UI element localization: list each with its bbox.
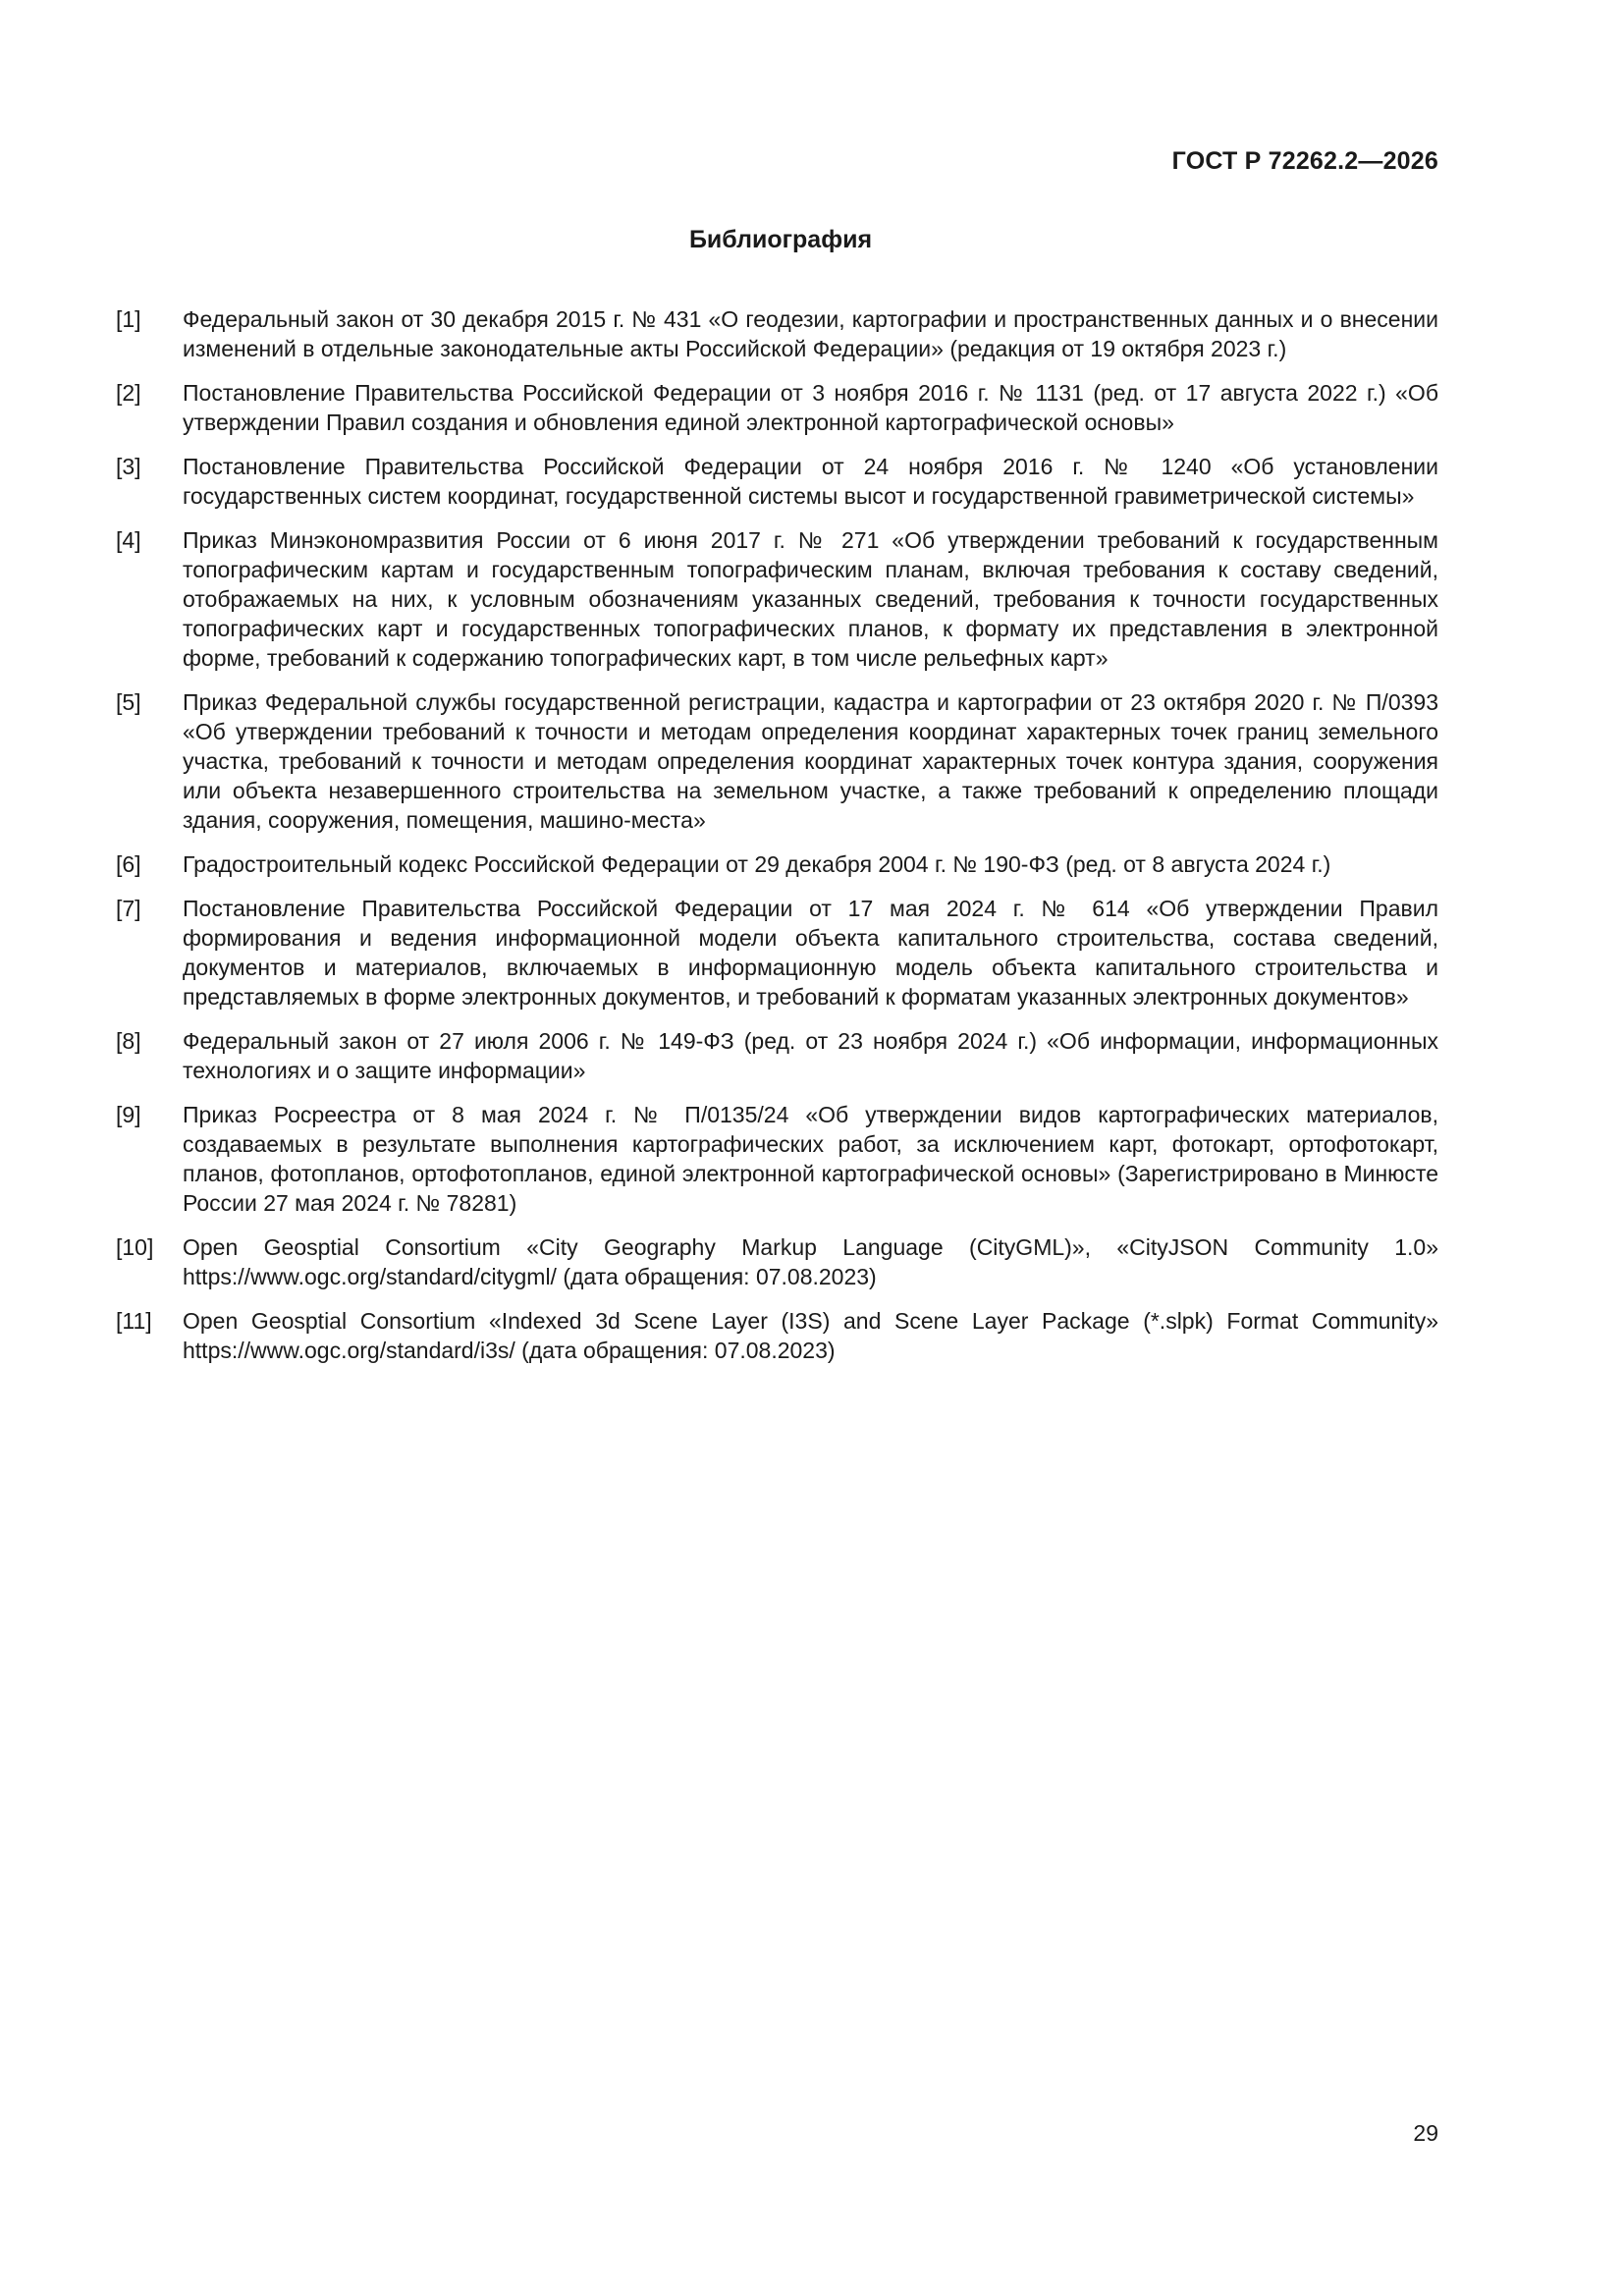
entry-number: [9] [116, 1102, 141, 1127]
entry-number: [2] [116, 380, 141, 406]
entry-text: Приказ Росреестра от 8 мая 2024 г. № П/0135/24 «Об утверждении видов картографических материалов, создаваемых в результате выполнения картографических работ, за исключением карт, фотокарт, ортофотокарт, планов, фотопланов, ортофотопланов, единой электронной картографической основы» (Зарегистрировано в Минюсте России 27 мая 2024 г. № 78281) [183, 1102, 1438, 1216]
entry-number: [5] [116, 689, 141, 715]
bibliography-entry [116, 894, 1438, 1011]
entry-text: Open Geosptial Consortium «Indexed 3d Scene Layer (I3S) and Scene Layer Package (*.slpk) Format Community» https://www.ogc.org/standard/i3s/ (дата обращения: 07.08.2023) [183, 1308, 1438, 1363]
entry-text: Постановление Правительства Российской Федерации от 3 ноября 2016 г. № 1131 (ред. от 17 августа 2022 г.) «Об утверждении Правил создания и обновления единой электронной картографической основы» [183, 380, 1438, 435]
bibliography-entry [116, 304, 1438, 363]
entry-number: [11] [116, 1308, 152, 1334]
bibliography-entry [116, 1306, 1438, 1365]
entry-text: Федеральный закон от 30 декабря 2015 г. № 431 «О геодезии, картографии и пространственных данных и о внесении изменений в отдельные законодательные акты Российской Федерации» (редакция от 19 октября 2023 г.) [183, 306, 1438, 361]
entry-text: Постановление Правительства Российской Федерации от 24 ноября 2016 г. № 1240 «Об установлении государственных систем координат, государственной системы высот и государственной гравиметрической системы» [183, 454, 1438, 509]
bibliography-entry [116, 1026, 1438, 1085]
bibliography-entry [116, 1100, 1438, 1218]
bibliography-entry [116, 849, 1438, 879]
entry-text: Приказ Минэкономразвития России от 6 июня 2017 г. № 271 «Об утверждении требований к государственным топографическим картам и государственным топографическим планам, включая требования к составу сведений, отображаемых на них, к условным обозначениям указанных сведений, требования к точности государственных топографических карт и государственных топографических планов, к формату их представления в электронной форме, требований к содержанию топографических карт, в том числе рельефных карт» [183, 527, 1438, 671]
entry-text: Постановление Правительства Российской Федерации от 17 мая 2024 г. № 614 «Об утверждении Правил формирования и ведения информационной модели объекта капитального строительства, состава сведений, документов и материалов, включаемых в информационную модель объекта капитального строительства и представляемых в форме электронных документов, и требований к форматам указанных электронных документов» [183, 896, 1438, 1010]
bibliography-entry [116, 525, 1438, 673]
entry-text: Федеральный закон от 27 июля 2006 г. № 149-ФЗ (ред. от 23 ноября 2024 г.) «Об информации, информационных технологиях и о защите информации» [183, 1028, 1438, 1083]
bibliography-entry [116, 1232, 1438, 1291]
entry-number: [6] [116, 851, 141, 877]
entry-number: [10] [116, 1234, 154, 1260]
entry-number: [4] [116, 527, 141, 553]
entry-text: Градостроительный кодекс Российской Федерации от 29 декабря 2004 г. № 190-ФЗ (ред. от 8 августа 2024 г.) [183, 851, 1331, 877]
bibliography-list [116, 304, 1438, 1380]
entry-number: [8] [116, 1028, 141, 1054]
entry-number: [3] [116, 454, 141, 479]
document-code: ГОСТ Р 72262.2—2026 [1171, 147, 1438, 175]
entry-number: [1] [116, 306, 141, 332]
page-number: 29 [1413, 2120, 1438, 2146]
bibliography-entry [116, 687, 1438, 835]
section-title: Библиография [688, 226, 873, 253]
entry-text: Open Geosptial Consortium «City Geography Markup Language (CityGML)», «CityJSON Community 1.0» https://www.ogc.org/standard/citygml/ (дата обращения: 07.08.2023) [183, 1234, 1438, 1289]
entry-number: [7] [116, 896, 141, 921]
bibliography-entry [116, 452, 1438, 511]
entry-text: Приказ Федеральной службы государственной регистрации, кадастра и картографии от 23 октября 2020 г. № П/0393 «Об утверждении требований к точности и методам определения координат характерных точек границ земельного участка, требований к точности и методам определения координат характерных точек контура здания, сооружения или объекта незавершенного строительства на земельном участке, а также требований к определению площади здания, сооружения, помещения, машино-места» [183, 689, 1438, 833]
bibliography-entry [116, 378, 1438, 437]
